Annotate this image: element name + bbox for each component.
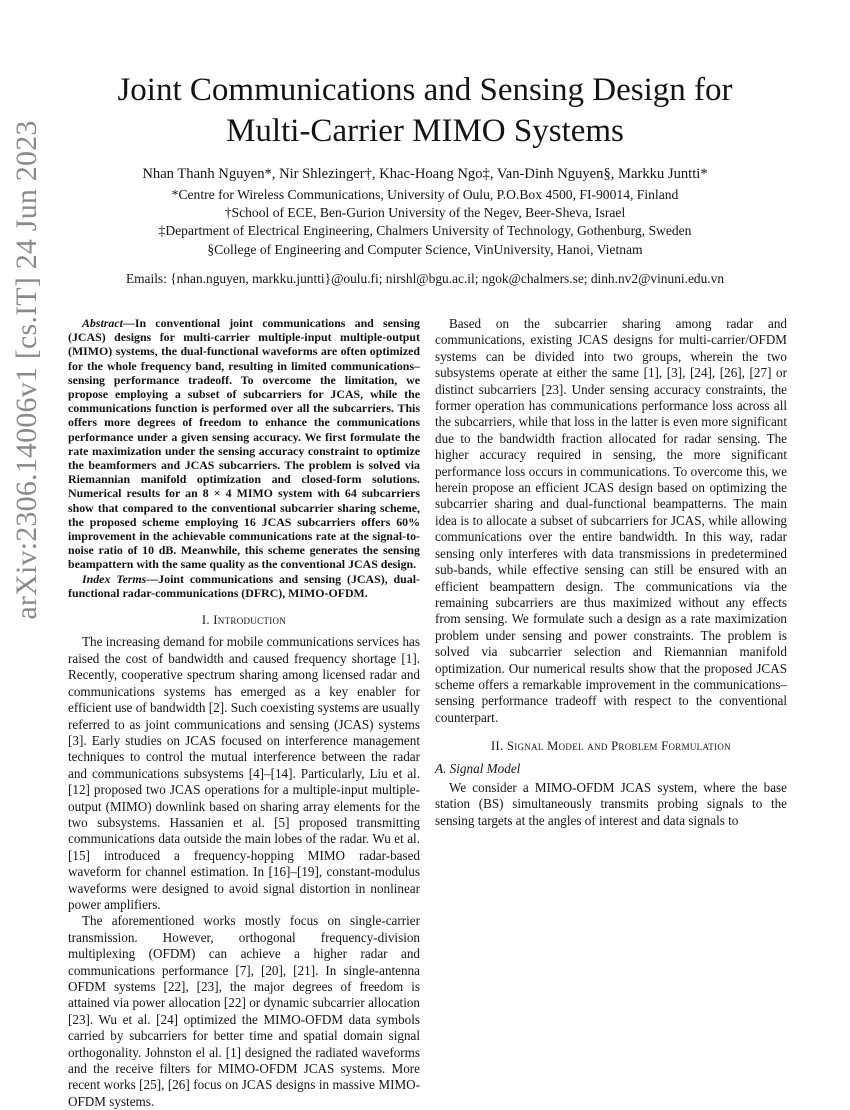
affiliation-list	[60, 186, 790, 259]
abstract	[68, 316, 420, 572]
abstract-label: Abstract	[82, 316, 123, 330]
intro-paragraph-2: The aforementioned works mostly focus on single-carrier transmission. However, orthogonal frequency-division multiplexing (OFDM) can achieve a higher radar and communications performance [7], [20], [21]. In single-antenna OFDM systems [22], [23], the major degrees of freedom is attained via power allocation [22] or dynamic subcarrier allocation [23]. Wu et al. [24] optimized the MIMO-OFDM data symbols carried by subcarriers for better time and spatial domain signal orthogonality. Johnston el al. [1] designed the radiated waveforms and the receive filters for MIMO-OFDM JCAS systems. More recent works [25], [26] focus on JCAS designs in massive MIMO-OFDM systems.	[68, 913, 420, 1109]
index-terms-label: Index Terms	[82, 571, 147, 586]
paper-title	[60, 70, 790, 152]
right-column	[435, 316, 787, 829]
arxiv-identifier[interactable]: arXiv:2306.14006v1 [cs.IT] 24 Jun 2023	[10, 120, 43, 620]
signal-model-paragraph-1: We consider a MIMO-OFDM JCAS system, where the base station (BS) simultaneously transmits probing signals to the sensing targets at the angles of interest and data signals to	[435, 779, 787, 828]
affiliation-oulu: *Centre for Wireless Communications, University of Oulu, P.O.Box 4500, FI-90014, Finland	[171, 187, 679, 202]
title-line-1: Joint Communications and Sensing Design for	[117, 72, 733, 108]
left-column	[68, 316, 420, 1110]
abstract-text: —In conventional joint communications and sensing (JCAS) designs for multi-carrier multiple-input multiple-output (MIMO) systems, the dual-functional waveforms are often optimized for the whole frequency band, resulting in limited communications–sensing performance tradeoff. To overcome the limitation, we propose employing a subset of subcarriers for JCAS, while the communications function is performed over all the subcarriers. This offers more degrees of freedom to enhance the communications performance under a given sensing accuracy. We first formulate the rate maximization under the sensing accuracy constraint to optimize the beamformers and JCAS subcarriers. The problem is solved via Riemannian manifold optimization and closed-form solutions. Numerical results for an 8 × 4 MIMO system with 64 subcarriers show that compared to the conventional subcarrier sharing scheme, the proposed scheme employing 16 JCAS subcarriers offers 60% improvement in the achievable communications rate at the signal-to-noise ratio of 10 dB. Meanwhile, this scheme generates the sensing beampattern with the same quality as the conventional JCAS design.	[68, 316, 420, 572]
index-terms-text: —Joint communications and sensing (JCAS), dual-functional radar-communications (DFRC), MIMO-OFDM.	[68, 571, 420, 600]
affiliation-bgu: †School of ECE, Ben-Gurion University of the Negev, Beer-Sheva, Israel	[224, 205, 626, 221]
affiliation-chalmers: ‡Department of Electrical Engineering, Chalmers University of Technology, Gothenburg, Sweden	[158, 223, 692, 239]
section-heading-signal-model: II. Signal Model and Problem Formulation	[491, 739, 731, 754]
email-list[interactable]: Emails: {nhan.nguyen, markku.juntti}@oulu.fi; nirshl@bgu.ac.il; ngok@chalmers.se; dinh.nv2@vinuni.edu.vn	[125, 271, 725, 286]
affiliation-vinuni: §College of Engineering and Computer Science, VinUniversity, Hanoi, Vietnam	[207, 241, 643, 257]
intro-paragraph-1: The increasing demand for mobile communications services has raised the cost of bandwidth and caused frequency shortage [1]. Recently, cooperative spectrum sharing among licensed radar and communications systems has emerged as a key enabler for efficient use of bandwidth [2]. Such coexisting systems are usually referred to as joint communications and sensing (JCAS) systems [3]. Early studies on JCAS focused on interference management techniques to control the mutual interference between the radar and communications subsystems [4]–[14]. Particularly, Liu et al. [12] proposed two JCAS operations for a multiple-input multiple-output (MIMO) downlink based on sharing array elements for the two subsystems. Hassanien et al. [5] proposed transmitting communications data outside the main lobes of the radar. Wu et al. [15] introduced a frequency-hopping MIMO radar-based waveform for channel estimation. In [16]–[19], constant-modulus waveforms were designed to avoid signal distortion in nonlinear power amplifiers.	[68, 634, 420, 912]
title-line-2: Multi-Carrier MIMO Systems	[226, 113, 624, 149]
intro-paragraph-3: Based on the subcarrier sharing among radar and communications, existing JCAS designs for multi-carrier/OFDM systems can be divided into two groups, wherein the two subsystems operate at either the same [1], [3], [24], [26], [27] or distinct subcarriers [23]. Under sensing accuracy constraints, the former operation has communications performance loss across all the subcarriers, while that loss in the latter is even more significant due to the bandwidth fraction allocated for radar sensing. The higher accuracy required in sensing, the more significant performance loss occurs in communications. To overcome this, we herein propose an efficient JCAS design based on optimizing the subcarrier sharing and dual-functional beampatterns. The main idea is to allocate a subset of subcarriers for JCAS, while allowing communications over the entire bandwidth. In this way, radar sensing only interferes with data transmissions in predetermined sub-bands, while effective sensing can still be ensured with an efficient beampattern design. The communications via the remaining subcarriers are thus maximized without any effects from sensing. We formulate such a design as a rate maximization problem under sensing and power constraints. The problem is solved via subcarrier selection and Riemannian manifold optimization. Our numerical results show that the proposed JCAS scheme offers a remarkable improvement in the communications–sensing performance tradeoff with respect to the conventional counterpart.	[435, 316, 787, 725]
author-list: Nhan Thanh Nguyen*, Nir Shlezinger†, Khac-Hoang Ngo‡, Van-Dinh Nguyen§, Markku Juntti*	[142, 166, 708, 182]
section-heading-introduction: I. Introduction	[201, 613, 287, 628]
subsection-heading-signal-model: A. Signal Model	[435, 760, 521, 776]
index-terms	[68, 572, 420, 600]
